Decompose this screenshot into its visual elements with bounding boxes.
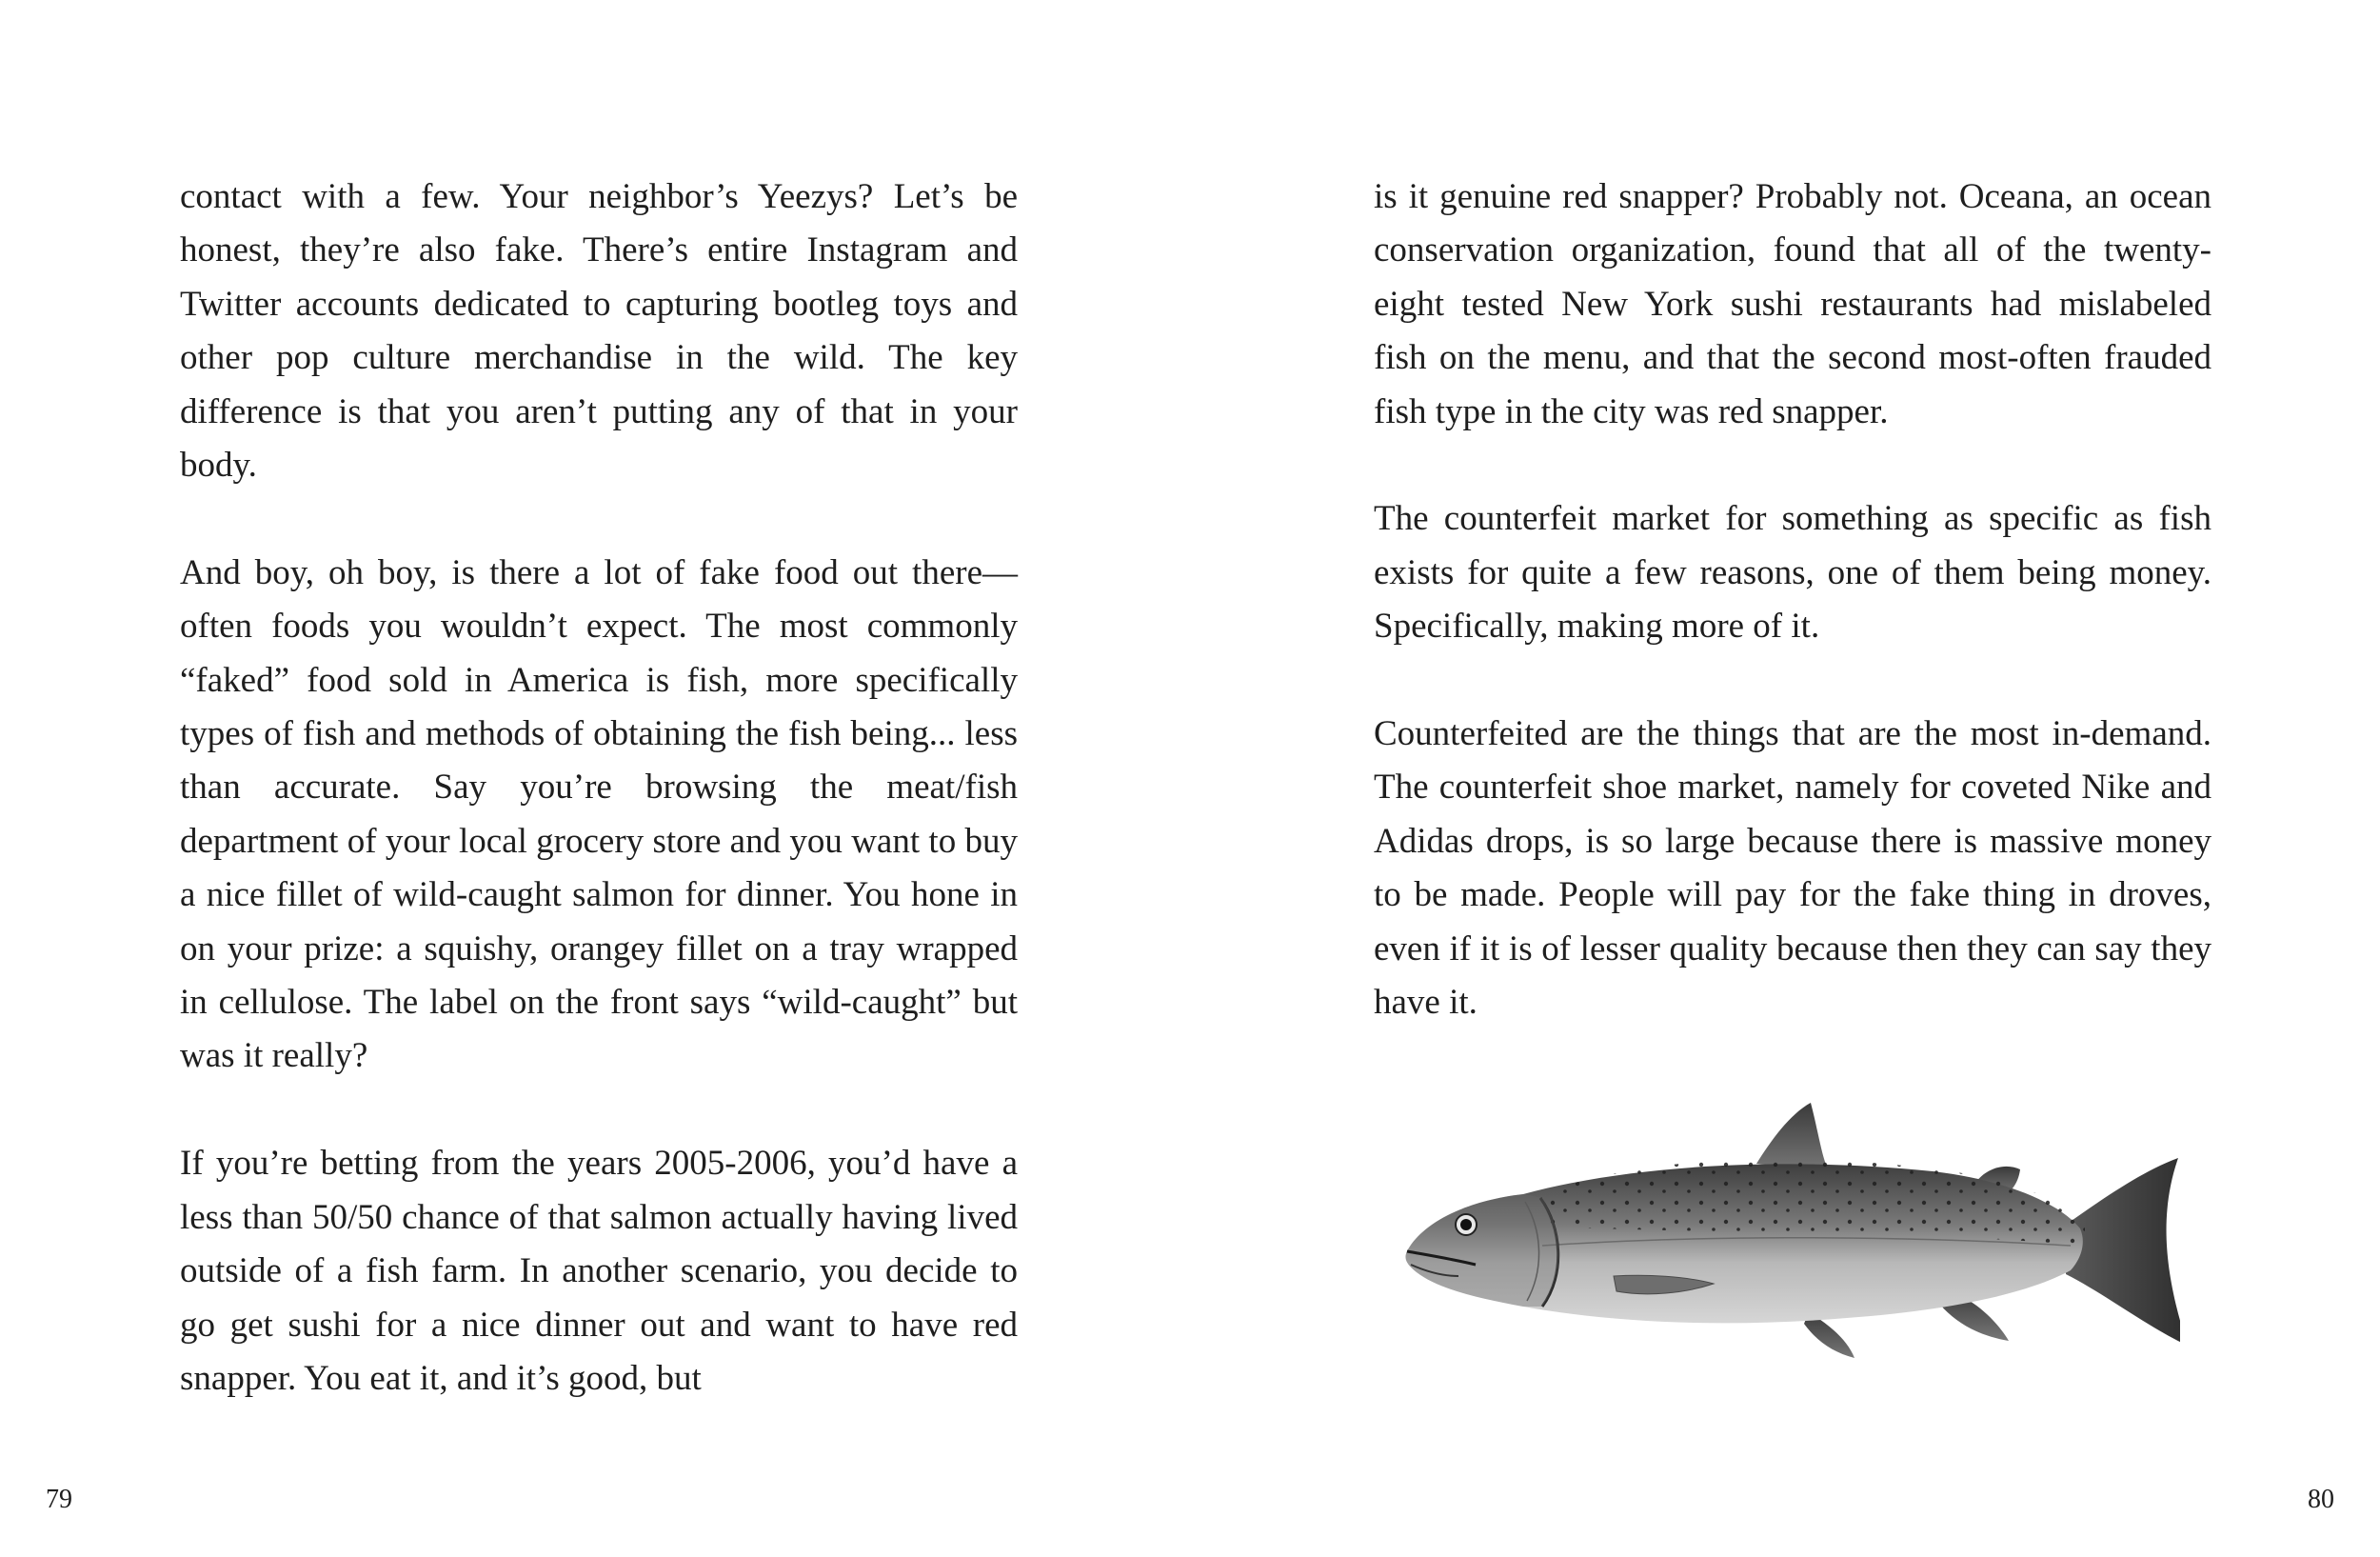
right-paragraph-1: is it genuine red snapper? Probably not. Oceana, an ocean conservation organization, found that all of the twenty-eight tested New York sushi restaurants had mislabeled fish on the menu, and that the second most-often frauded fish type in the city was red snapper.	[1374, 177, 2211, 431]
left-text-column	[180, 170, 1018, 1406]
left-paragraph-1: contact with a few. Your neighbor’s Yeezys? Let’s be honest, they’re also fake. There’s entire Instagram and Twitter accounts dedicated to capturing bootleg toys and other pop culture merchandise in the wild. The key difference is that you aren’t putting any of that in your body.	[180, 177, 1018, 486]
left-page-number: 79	[46, 1485, 72, 1514]
right-text-column	[1374, 170, 2211, 1029]
right-paragraph-2: The counterfeit market for something as specific as fish exists for quite a few reasons, one of them being money. Specifically, making more of it.	[1374, 499, 2211, 647]
right-page-number: 80	[2308, 1485, 2334, 1514]
left-paragraph-2: And boy, oh boy, is there a lot of fake food out there—often foods you wouldn’t expect. The most commonly “faked” food sold in America is fish, more specifically types of fish and methods of obtaining the fish being... less than accurate. Say you’re browsing the meat/fish department of your local grocery store and you want to buy a nice fillet of wild-caught salmon for dinner. You hone in on your prize: a squishy, orangey fillet on a tray wrapped in cellulose. The label on the front says “wild-caught” but was it really?	[180, 552, 1018, 1076]
right-page	[1190, 0, 2380, 1557]
right-paragraph-3: Counterfeited are the things that are the most in-demand. The counterfeit shoe market, namely for coveted Nike and Adidas drops, is so large because there is massive money to be made. People will pay for the fake thing in droves, even if it is of lesser quality because then they can say they have it.	[1374, 714, 2211, 1023]
salmon-illustration	[1399, 1103, 2180, 1388]
left-paragraph-3: If you’re betting from the years 2005-2006, you’d have a less than 50/50 chance of that salmon actually having lived outside of a fish farm. In another scenario, you decide to go get sushi for a nice dinner out and want to have red snapper. You eat it, and it’s good, but	[180, 1144, 1018, 1398]
salmon-icon	[1399, 1103, 2180, 1388]
